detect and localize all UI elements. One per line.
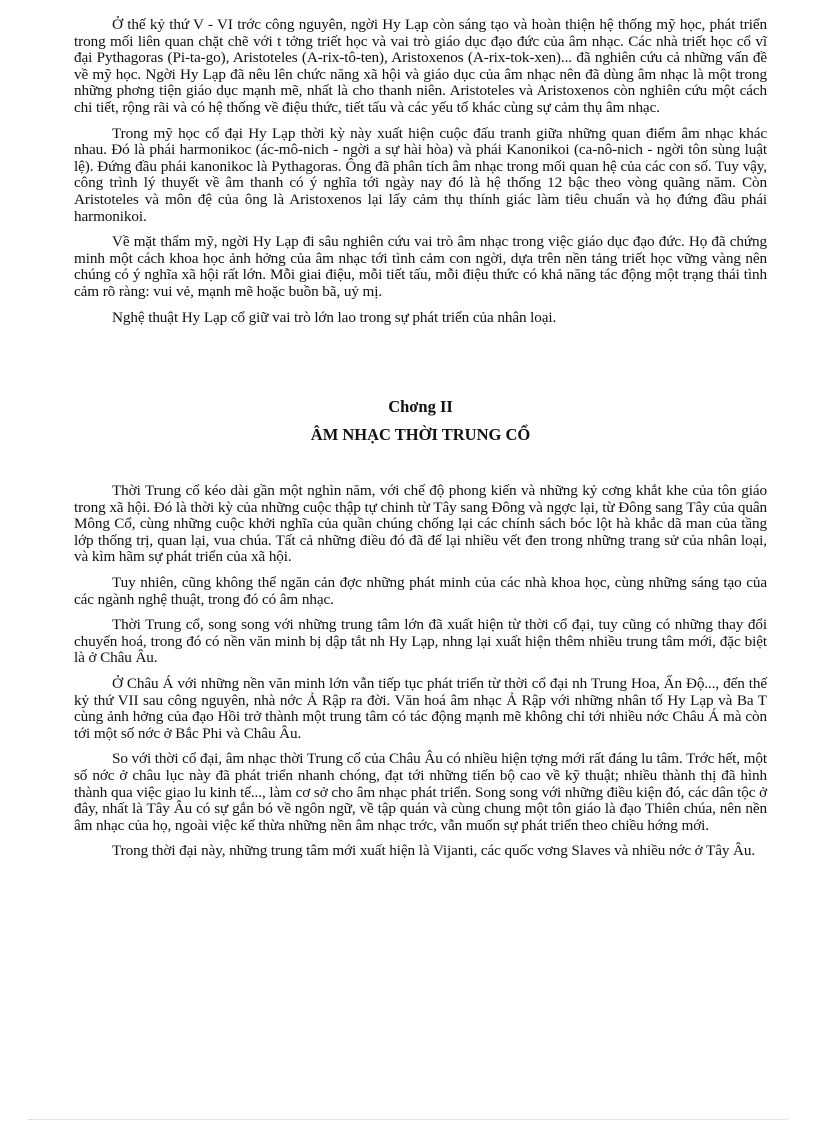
paragraph: Trong thời đại này, những trung tâm mới xuất hiện là Vijanti, các quốc vơng Slaves và nhiều nớc ở Tây Âu. xyxy=(112,842,756,860)
paragraph: Thời Trung cổ, song song với những trung tâm lớn đã xuất hiện từ thời cổ đại, tuy cũng có những thay đổi chuyển hoá, trong đó có nền văn minh bị dập tắt nh Hy Lạp, nhng lại xuất hiện thêm nhiều trung tâm mới, đặc biệt là ở Châu Âu. xyxy=(74,616,767,667)
paragraph: Về mặt thẩm mỹ, ngời Hy Lạp đi sâu nghiên cứu vai trò âm nhạc trong việc giáo dục đạo đức. Họ đã chứng minh một cách khoa học ảnh hởng của âm nhạc tới tình cảm con ngời, dựa trên nền tảng triết học vững vàng nên chúng có ý nghĩa xã hội rất lớn. Mỗi giai điệu, mỗi tiết tấu, mỗi điệu thức có khả năng tác động một trạng thái tình cảm rõ ràng: vui vẻ, mạnh mẽ hoặc buồn bã, uỷ mị. xyxy=(74,233,767,300)
paragraph: Ở thế kỷ thứ V - VI trớc công nguyên, ngời Hy Lạp còn sáng tạo và hoàn thiện hệ thống mỹ học, phát triển trong mối liên quan chặt chẽ với t tởng triết học và vai trò giáo dục đạo đức của âm nhạc. Các nhà triết học cổ vĩ đại Pythagoras (Pi-ta-go), Aristoteles (A-rix-tô-ten), Aristoxenos (A-rix-tok-xen)... đã nghiên cứu cả những vấn đề về mỹ học. Ngời Hy Lạp đã nêu lên chức năng xã hội và giáo dục của âm nhạc nên đã dùng âm nhạc là một trong những phơng tiện giáo dục mạnh mẽ, nhất là cho thanh niên. Aristoteles và Aristoxenos còn nghiên cứu một cách chi tiết, rộng rãi và có hệ thống về điệu thức, tiết tấu và các yếu tố khác cùng sự cảm thụ âm nhạc. xyxy=(74,16,767,116)
paragraph: Trong mỹ học cổ đại Hy Lạp thời kỳ này xuất hiện cuộc đấu tranh giữa những quan điểm âm nhạc khác nhau. Đó là phái harmonikoc (ác-mô-nich - ngời a sự hài hòa) và phái Kanonikoi (ca-nô-nich - ngời tôn sùng luật lệ). Đứng đầu phái kanonikoc là Pythagoras. Ông đã phân tích âm nhạc trong mối quan hệ của các con số. Tuy vậy, công trình lý thuyết về âm thanh có ý nghĩa tới ngày nay đó là hệ thống 12 bậc theo vòng quãng năm. Còn Aristoteles và môn đệ của ông là Aristoxenos lại lấy cảm thụ thính giác làm tiêu chuẩn và họ đứng đầu phái harmonikoi. xyxy=(74,124,767,225)
paragraph: So với thời cổ đại, âm nhạc thời Trung cổ của Châu Âu có nhiều hiện tợng mới rất đáng lu tâm. Trớc hết, một số nớc ở châu lục này đã phát triển nhanh chóng, đạt tới những tiến bộ cao về kỹ thuật; nhiều thành thị đã hình thành qua việc giao lu kinh tế..., làm cơ sở cho âm nhạc phát triển. Song song với những điều kiện đó, các dân tộc ở đây, nhất là Tây Âu có sự gắn bó về ngôn ngữ, về tập quán và cùng chung một tôn giáo là đạo Thiên chúa, nên nền âm nhạc của họ, ngoài việc kế thừa những nền âm nhạc trớc, vẫn muốn sự phát triển theo chiều hớng mới. xyxy=(74,750,767,834)
page-bottom-rule xyxy=(28,1119,788,1120)
chapter-title: ÂM NHẠC THỜI TRUNG CỔ xyxy=(310,425,531,445)
paragraph: Thời Trung cổ kéo dài gần một nghìn năm, với chế độ phong kiến và những kỷ cơng khắt khe của tôn giáo trong xã hội. Đó là thời kỳ của những cuộc thập tự chinh từ Tây sang Đông và ngợc lại, từ Đông sang Tây của quân Mông Cổ, cùng những cuộc khởi nghĩa của quần chúng chống lại các chính sách bóc lột hà khắc dã man của tầng lớp thống trị, quan lại, vua chúa. Tất cả những điều đó đã để lại nhiều vết đen trong những trang sử của nhân loại, và kìm hãm sự phát triển của xã hội. xyxy=(74,482,767,566)
chapter-number: Chơng II xyxy=(388,397,453,417)
document-page xyxy=(74,17,767,869)
section-gap xyxy=(74,335,767,397)
paragraph: Ở Châu Á với những nền văn minh lớn vẫn tiếp tục phát triển từ thời cổ đại nh Trung Hoa, Ấn Độ..., đến thế kỷ thứ VII sau công nguyên, nhà nớc Ả Rập ra đời. Văn hoá âm nhạc Ả Rập với những nhân tố Hy Lạp và Ba T cùng ảnh hởng của đạo Hồi trở thành một trung tâm có tác động mạnh mẽ không chỉ tới nhiều nớc Châu Á mà còn tới một số nớc ở Bắc Phi và Châu Âu. xyxy=(74,675,767,742)
paragraph: Nghệ thuật Hy Lạp cổ giữ vai trò lớn lao trong sự phát triển của nhân loại. xyxy=(112,308,557,326)
paragraph: Tuy nhiên, cũng không thể ngăn cản đợc những phát minh của các nhà khoa học, cùng những sáng tạo của các ngành nghệ thuật, trong đó có âm nhạc. xyxy=(74,574,767,608)
